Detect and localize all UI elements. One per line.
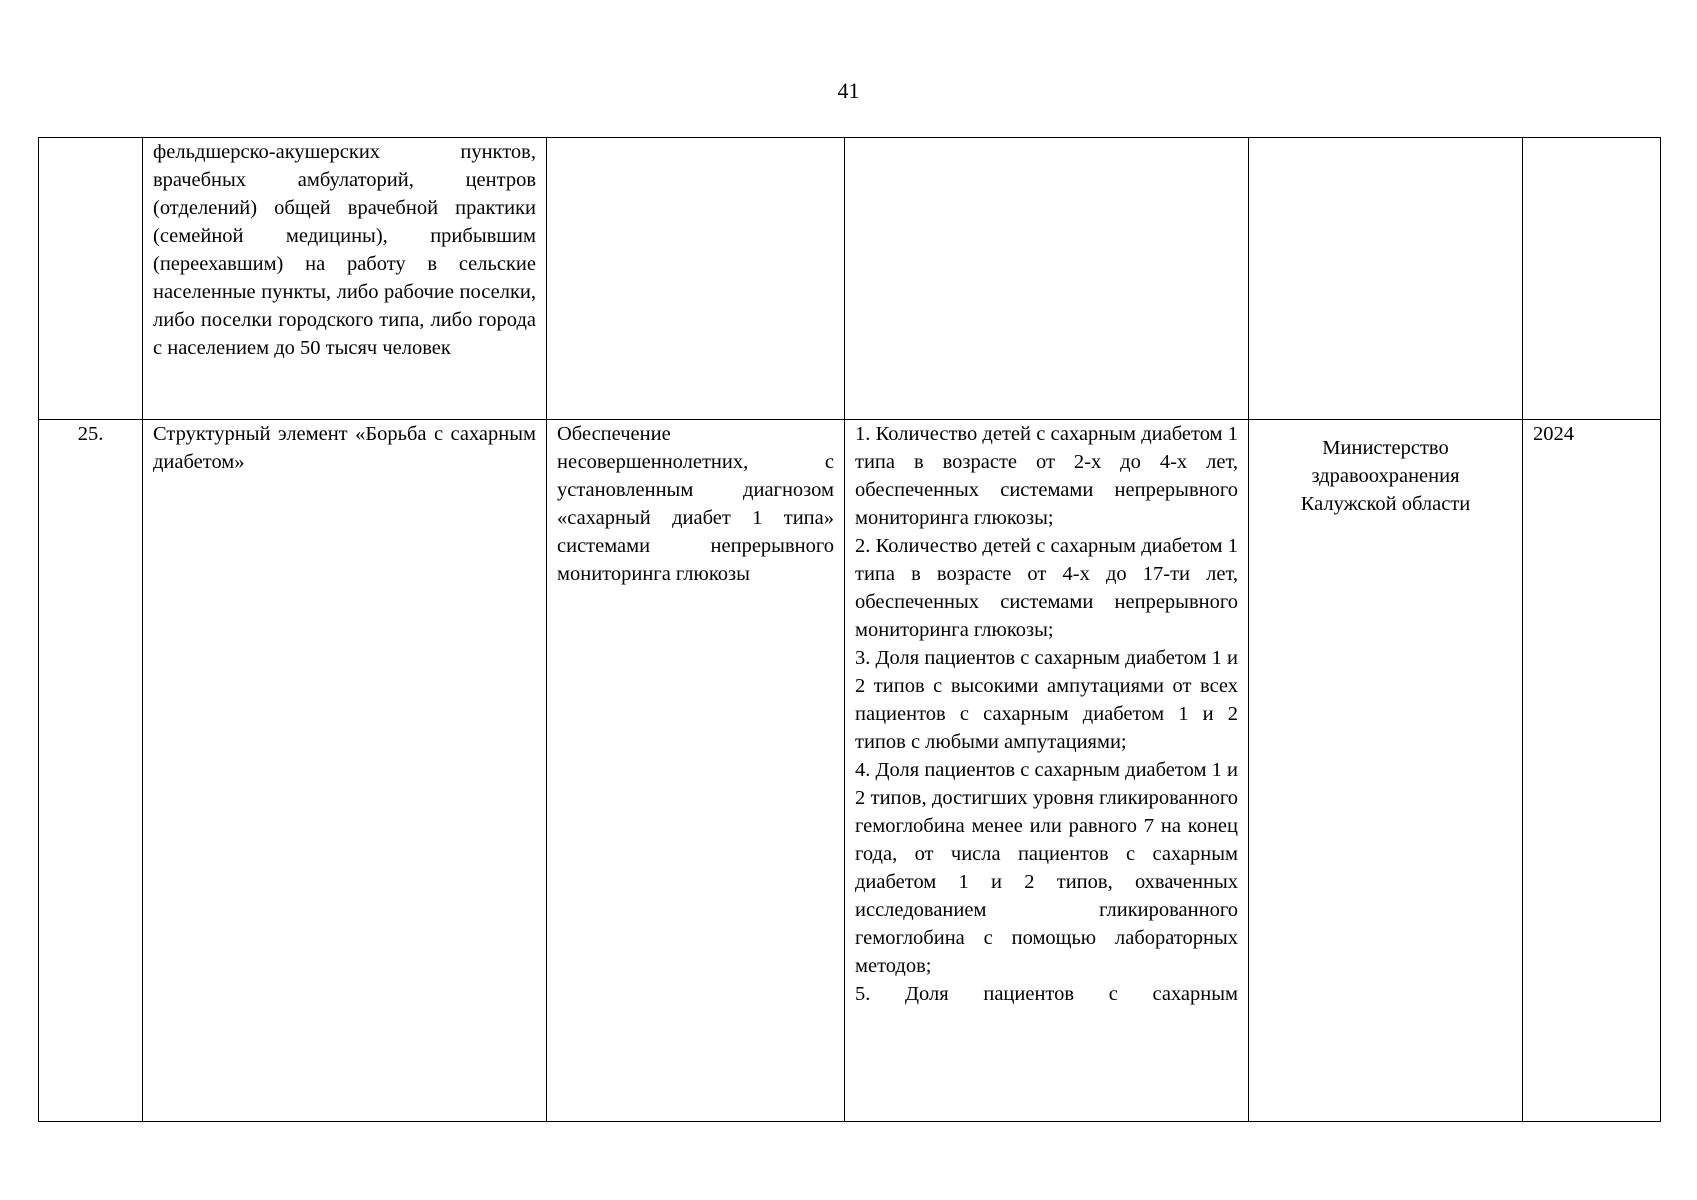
responsible-cell	[1249, 420, 1523, 1122]
page-number: 41	[837, 78, 860, 103]
year-cell	[1523, 138, 1661, 420]
responsible-cell	[1249, 138, 1523, 420]
responsible-line: Калужской области	[1300, 493, 1471, 515]
row-number-cell	[39, 138, 143, 420]
indicator-item: 1. Количество детей с сахарным диабетом 1 типа в возрасте от 2-х до 4-х лет, обеспеченных системами непрерывного мониторинга глюкозы;	[855, 423, 1238, 529]
task-cell: Обеспечение несовершеннолетних, с установленным диагнозом «сахарный диабет 1 типа» системами непрерывного мониторинга глюкозы	[547, 420, 845, 1122]
indicator-item: 2. Количество детей с сахарным диабетом 1 типа в возрасте от 4-х до 17-ти лет, обеспеченных системами непрерывного мониторинга глюкозы;	[855, 535, 1238, 641]
task-cell	[547, 138, 845, 420]
program-table	[38, 137, 1661, 1122]
indicator-item: 3. Доля пациентов с сахарным диабетом 1 и 2 типов с высокими ампутациями от всех пациентов с сахарным диабетом 1 и 2 типов с любыми ампутациями;	[855, 647, 1238, 753]
table-row	[39, 420, 1661, 1122]
table-row	[39, 138, 1661, 420]
responsible-line: здравоохранения	[1311, 465, 1460, 487]
indicator-item: 5. Доля пациентов с сахарным	[855, 983, 1238, 1005]
year-cell: 2024	[1523, 420, 1661, 1122]
responsible-line: Министерство	[1322, 437, 1449, 459]
indicator-item: 4. Доля пациентов с сахарным диабетом 1 и 2 типов, достигших уровня гликированного гемоглобина менее или равного 7 на конец года, от числа пациентов с сахарным диабетом 1 и 2 типов, охваченных исследованием гликированного гемоглобина с помощью лабораторных методов;	[855, 759, 1238, 977]
measure-name-cell: Структурный элемент «Борьба с сахарным диабетом»	[143, 420, 547, 1122]
indicators-cell	[845, 138, 1249, 420]
measure-name-cell: фельдшерско-акушерских пунктов, врачебных амбулаторий, центров (отделений) общей врачебной практики (семейной медицины), прибывшим (переехавшим) на работу в сельские населенные пункты, либо рабочие поселки, либо поселки городского типа, либо города с населением до 50 тысяч человек	[143, 138, 547, 420]
row-number-cell: 25.	[39, 420, 143, 1122]
indicators-cell	[845, 420, 1249, 1122]
responsible-organization	[1259, 420, 1512, 518]
